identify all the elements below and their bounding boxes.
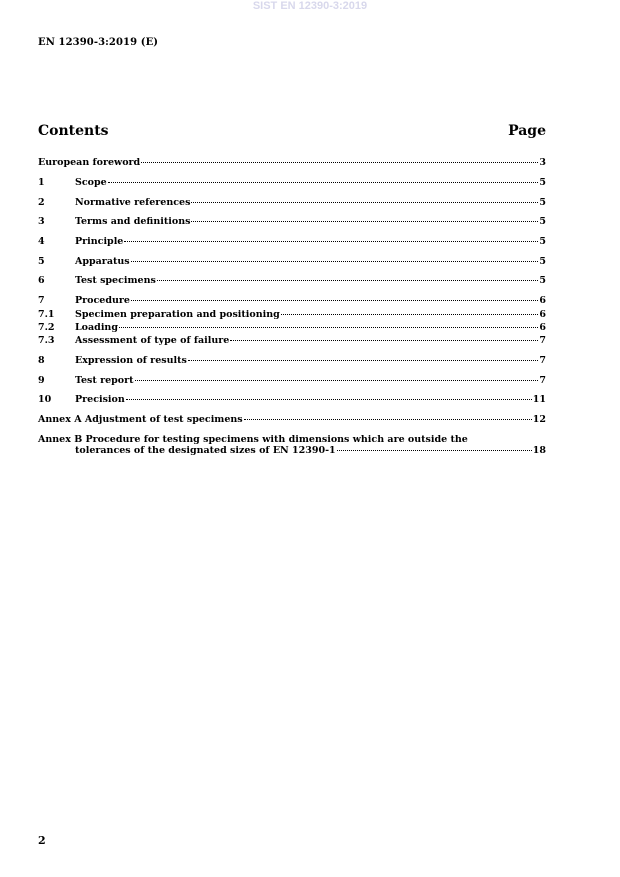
- toc-entry[interactable]: [38, 216, 546, 227]
- toc-entry-page: 6: [539, 295, 546, 306]
- toc-entry-title: Normative references: [75, 197, 191, 208]
- toc-entry-number: 3: [38, 216, 45, 227]
- toc-entry-title: Test specimens: [75, 275, 156, 286]
- toc-dot-leader: [281, 314, 539, 315]
- toc-entry-number: 7.2: [38, 322, 55, 333]
- toc-entry-page: 5: [539, 275, 546, 286]
- toc-entry-page: 5: [539, 197, 546, 208]
- toc-entry[interactable]: [38, 275, 546, 286]
- toc-entry[interactable]: [38, 236, 546, 247]
- toc-entry-title: Specimen preparation and positioning: [75, 309, 280, 320]
- toc-entry-title: Principle: [75, 236, 124, 247]
- toc-entry-page: 5: [539, 236, 546, 247]
- toc-entry-title: Apparatus: [75, 256, 130, 267]
- toc-entry[interactable]: [38, 394, 546, 405]
- toc-entry-number: 8: [38, 355, 45, 366]
- toc-dot-leader: [126, 399, 532, 400]
- toc-entry-page: 6: [539, 309, 546, 320]
- toc-entry[interactable]: [38, 157, 546, 168]
- toc-entry-number: 2: [38, 197, 45, 208]
- toc-entry[interactable]: [38, 335, 546, 346]
- toc-dot-leader: [141, 162, 538, 163]
- toc-entry[interactable]: [38, 295, 546, 306]
- toc-entry-title: tolerances of the designated sizes of EN 12390-1: [75, 445, 336, 456]
- toc-entry-title: Procedure: [75, 295, 130, 306]
- toc-dot-leader: [131, 261, 539, 262]
- toc-entry-page: 12: [532, 414, 546, 425]
- document-id: EN 12390-3:2019 (E): [38, 37, 159, 48]
- toc-entry-title-continuation: [38, 445, 546, 456]
- toc-entry[interactable]: [38, 256, 546, 267]
- toc-entry-title: European foreword: [38, 157, 141, 168]
- toc-dot-leader: [135, 380, 539, 381]
- toc-entry-number: 7: [38, 295, 45, 306]
- toc-entry[interactable]: [38, 197, 546, 208]
- toc-entry-number: 7.3: [38, 335, 55, 346]
- toc-entry-title: Expression of results: [75, 355, 187, 366]
- page-number: 2: [38, 834, 46, 847]
- toc-entry-title: Annex B Procedure for testing specimens with dimensions which are outside the: [38, 434, 468, 445]
- toc-entry[interactable]: [38, 322, 546, 333]
- toc-entry-number: 9: [38, 375, 45, 386]
- toc-entry-number: 5: [38, 256, 45, 267]
- toc-dot-leader: [157, 280, 539, 281]
- toc-dot-leader: [108, 182, 539, 183]
- toc-dot-leader: [131, 300, 538, 301]
- toc-entry-page: 7: [539, 375, 546, 386]
- toc-entry-number: 7.1: [38, 309, 55, 320]
- toc-dot-leader: [191, 221, 538, 222]
- toc-dot-leader: [119, 327, 538, 328]
- page-column-heading: Page: [508, 123, 546, 139]
- toc-entry-annex-b[interactable]: [38, 434, 546, 456]
- toc-entry-title: Precision: [75, 394, 125, 405]
- toc-entry[interactable]: [38, 414, 546, 425]
- watermark-text: SIST EN 12390-3:2019: [252, 0, 368, 12]
- toc-entry-page: 7: [539, 335, 546, 346]
- toc-entry-page: 6: [539, 322, 546, 333]
- toc-entry-page: 11: [532, 394, 546, 405]
- toc-entry[interactable]: [38, 177, 546, 188]
- toc-entry-page: 5: [539, 177, 546, 188]
- toc-entry-title: Annex A Adjustment of test specimens: [38, 414, 243, 425]
- toc-entry[interactable]: [38, 375, 546, 386]
- toc-dot-leader: [188, 360, 539, 361]
- toc-dot-leader: [191, 202, 538, 203]
- toc-dot-leader: [337, 450, 532, 451]
- toc-entry-page: 18: [532, 445, 546, 456]
- toc-entry-title: Test report: [75, 375, 134, 386]
- toc-dot-leader: [230, 340, 538, 341]
- contents-heading: Contents: [38, 123, 109, 139]
- toc-entry-title: Assessment of type of failure: [75, 335, 230, 346]
- toc-entry-title: Loading: [75, 322, 118, 333]
- toc-entry-page: 5: [539, 216, 546, 227]
- toc-entry-page: 5: [539, 256, 546, 267]
- toc-dot-leader: [244, 419, 532, 420]
- toc-entry-number: 6: [38, 275, 45, 286]
- toc-entry[interactable]: [38, 309, 546, 320]
- toc-entry-page: 3: [539, 157, 546, 168]
- toc-entry-title: Scope: [75, 177, 107, 188]
- toc-entry-page: 7: [539, 355, 546, 366]
- toc-dot-leader: [124, 241, 538, 242]
- toc-entry-number: 4: [38, 236, 45, 247]
- toc-entry-title: Terms and definitions: [75, 216, 191, 227]
- toc-entry[interactable]: [38, 355, 546, 366]
- toc-entry-number: 10: [38, 394, 52, 405]
- toc-entry-number: 1: [38, 177, 45, 188]
